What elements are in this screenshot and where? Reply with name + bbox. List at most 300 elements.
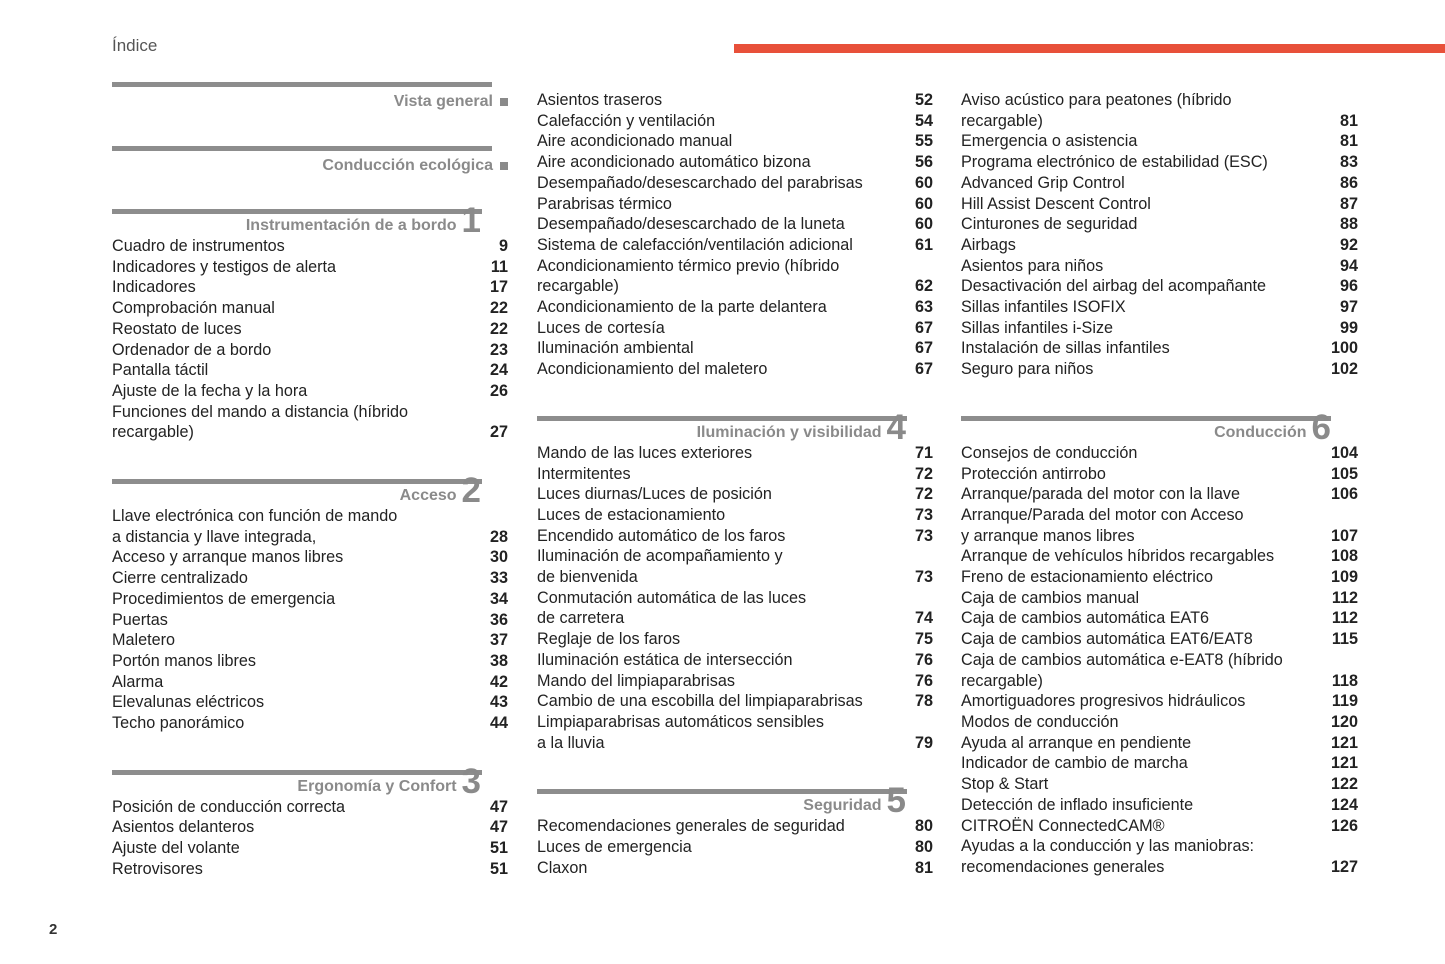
toc-entry-label: recargable) (961, 111, 1043, 130)
toc-entry-page: 44 (489, 714, 508, 733)
toc-entry[interactable] (961, 795, 1358, 816)
toc-entry-label: Desempañado/desescarchado de la luneta (537, 215, 845, 234)
section-number-3: 3 (461, 761, 481, 801)
toc-entry-label: recomendaciones generales (961, 857, 1165, 876)
toc-entry-page: 121 (1330, 733, 1358, 752)
toc-entry-page: 79 (914, 733, 933, 752)
toc-entry-label: Caja de cambios automática e-EAT8 (híbrido (961, 650, 1283, 669)
header-accent-bar (734, 44, 1445, 53)
toc-entry-page: 76 (914, 671, 933, 690)
toc-entry[interactable] (537, 712, 933, 733)
toc-entry[interactable] (112, 610, 508, 631)
toc-entry-label: Elevalunas eléctricos (112, 693, 265, 712)
toc-entry[interactable] (961, 608, 1358, 629)
toc-entry-label: Instalación de sillas infantiles (961, 339, 1170, 358)
toc-entry[interactable] (961, 774, 1358, 795)
toc-entry-page: 28 (489, 527, 508, 546)
toc-entry[interactable] (112, 817, 508, 838)
toc-entry-label: Iluminación de acompañamiento y (537, 547, 783, 566)
toc-entry-page: 88 (1339, 215, 1358, 234)
toc-entry-label: Cuadro de instrumentos (112, 237, 285, 255)
toc-entry[interactable] (961, 214, 1358, 235)
toc-entry-page: 52 (914, 91, 933, 109)
toc-entry[interactable] (961, 546, 1358, 567)
toc-entry[interactable] (537, 837, 933, 858)
section-title-vista-general[interactable]: Vista general (393, 93, 493, 110)
toc-entry-label: Arranque/Parada del motor con Acceso (961, 505, 1244, 524)
page-number: 2 (49, 921, 58, 938)
toc-entry-page: 11 (490, 257, 508, 276)
section-rule (112, 146, 492, 151)
toc-entry-page: 24 (489, 361, 508, 380)
toc-entry-label: Cinturones de seguridad (961, 215, 1138, 234)
toc-entry-label: Puertas (112, 610, 168, 629)
toc-entry[interactable] (537, 443, 933, 464)
toc-entry-label: Acondicionamiento del maletero (537, 360, 768, 379)
toc-entry-label: Funciones del mando a distancia (híbrido (112, 402, 409, 421)
section-vista-general (112, 82, 508, 112)
toc-entry-label: Posición de conducción correcta (112, 797, 346, 816)
toc-entry-label: de carretera (537, 609, 625, 628)
toc-entry[interactable] (961, 671, 1358, 692)
toc-entry-page: 81 (1339, 132, 1358, 151)
toc-entry-page: 104 (1330, 443, 1358, 462)
toc-column-1 (112, 80, 508, 880)
toc-entry-page: 72 (914, 464, 933, 483)
toc-entry-label: Sillas infantiles i-Size (961, 318, 1114, 337)
toc-entry-label: Iluminación ambiental (537, 339, 694, 358)
toc-entry-label: y arranque manos libres (961, 526, 1135, 545)
toc-entry-page: 54 (914, 111, 933, 130)
section-title-6[interactable]: Conducción (1214, 423, 1307, 441)
toc-entry[interactable] (537, 588, 933, 609)
toc-entry-page: 124 (1330, 795, 1358, 814)
toc-entry-page: 75 (914, 630, 933, 649)
toc-entry-label: a la lluvia (537, 733, 605, 752)
toc-list-1 (112, 236, 508, 443)
square-bullet-icon (500, 98, 508, 106)
toc-entry[interactable] (537, 733, 933, 754)
toc-entry[interactable] (537, 235, 933, 256)
toc-entry-label: Freno de estacionamiento eléctrico (961, 568, 1213, 587)
toc-entry[interactable] (961, 588, 1358, 609)
toc-entry-label: Aviso acústico para peatones (híbrido (961, 91, 1232, 109)
toc-entry-page: 87 (1339, 194, 1358, 213)
toc-entry[interactable] (537, 194, 933, 215)
toc-entry[interactable] (961, 194, 1358, 215)
toc-entry-page: 112 (1331, 588, 1358, 607)
toc-entry[interactable] (961, 297, 1358, 318)
toc-entry-page: 81 (914, 858, 933, 877)
toc-entry[interactable] (961, 629, 1358, 650)
toc-entry[interactable] (537, 297, 933, 318)
toc-entry-label: Limpiaparabrisas automáticos sensibles (537, 712, 825, 731)
toc-entry-page: 106 (1330, 485, 1358, 504)
toc-entry-label: Llave electrónica con función de mando (112, 507, 398, 526)
toc-entry-page: 22 (489, 319, 508, 338)
toc-entry[interactable] (537, 546, 933, 567)
section-2 (112, 471, 508, 734)
toc-list-col3-top (961, 90, 1358, 380)
toc-entry[interactable] (961, 836, 1358, 857)
toc-list-2 (112, 506, 508, 734)
toc-entry-label: Ayudas a la conducción y las maniobras: (961, 837, 1255, 856)
toc-entry-label: Programa electrónico de estabilidad (ESC) (961, 153, 1268, 172)
toc-entry-page: 63 (914, 298, 933, 317)
page-header-title: Índice (112, 36, 158, 55)
toc-entry-page: 67 (914, 360, 933, 379)
toc-entry-label: Indicador de cambio de marcha (961, 754, 1188, 773)
toc-entry[interactable] (961, 857, 1358, 878)
toc-entry-page: 72 (914, 485, 933, 504)
toc-entry-label: Alarma (112, 672, 164, 691)
section-title-2[interactable]: Acceso (399, 487, 457, 505)
toc-entry[interactable] (112, 630, 508, 651)
toc-list-col2-top (537, 90, 933, 380)
toc-entry-label: Acondicionamiento de la parte delantera (537, 298, 827, 317)
toc-entry-page: 105 (1330, 464, 1358, 483)
toc-entry-page: 102 (1330, 360, 1358, 379)
toc-entry[interactable] (961, 816, 1358, 837)
toc-entry-label: Luces de estacionamiento (537, 505, 726, 524)
toc-entry-label: Acceso y arranque manos libres (112, 548, 344, 567)
toc-entry[interactable] (112, 402, 508, 423)
toc-entry-label: Intermitentes (537, 464, 631, 483)
toc-entry[interactable] (537, 173, 933, 194)
toc-entry-label: Recomendaciones generales de seguridad (537, 817, 845, 836)
toc-entry[interactable] (961, 256, 1358, 277)
toc-entry[interactable] (961, 235, 1358, 256)
toc-entry[interactable] (537, 608, 933, 629)
toc-entry-label: Portón manos libres (112, 651, 256, 670)
toc-entry-page: 97 (1339, 298, 1358, 317)
toc-entry-page: 9 (498, 237, 508, 255)
toc-entry-label: Arranque de vehículos híbridos recargables (961, 547, 1275, 566)
toc-entry-label: Advanced Grip Control (961, 173, 1125, 192)
toc-entry[interactable] (961, 359, 1358, 380)
toc-entry[interactable] (961, 276, 1358, 297)
toc-entry-label: recargable) (537, 277, 619, 296)
toc-entry[interactable] (112, 298, 508, 319)
toc-entry-page: 30 (489, 548, 508, 567)
toc-entry-label: Mando de las luces exteriores (537, 443, 753, 462)
toc-entry-page: 60 (914, 173, 933, 192)
section-number-6: 6 (1311, 407, 1331, 447)
toc-entry-label: Calefacción y ventilación (537, 111, 716, 130)
section-rule (112, 82, 492, 87)
toc-entry[interactable] (537, 318, 933, 339)
toc-entry[interactable] (537, 671, 933, 692)
toc-entry-label: Acondicionamiento térmico previo (híbrido (537, 256, 840, 275)
toc-entry[interactable] (537, 505, 933, 526)
toc-entry-page: 76 (914, 650, 933, 669)
toc-entry[interactable] (112, 527, 508, 548)
toc-entry-label: Retrovisores (112, 859, 203, 878)
toc-entry[interactable] (112, 277, 508, 298)
toc-entry-page: 127 (1330, 857, 1358, 876)
toc-entry-label: Procedimientos de emergencia (112, 589, 336, 608)
toc-entry-label: Luces diurnas/Luces de posición (537, 485, 772, 504)
toc-entry-label: Airbags (961, 235, 1016, 254)
toc-entry[interactable] (112, 651, 508, 672)
toc-list-3 (112, 797, 508, 880)
toc-entry-label: Cierre centralizado (112, 569, 248, 588)
toc-entry-label: Pantalla táctil (112, 361, 209, 380)
toc-entry-label: Ayuda al arranque en pendiente (961, 733, 1192, 752)
section-title-1[interactable]: Instrumentación de a bordo (245, 217, 457, 234)
toc-entry-page: 108 (1330, 547, 1358, 566)
toc-entry[interactable] (961, 338, 1358, 359)
toc-entry[interactable] (112, 589, 508, 610)
toc-column-3 (961, 90, 1358, 878)
toc-entry-label: Desactivación del airbag del acompañante (961, 277, 1267, 296)
toc-entry-page: 121 (1330, 754, 1358, 773)
toc-entry-page: 51 (489, 859, 508, 878)
toc-entry-page: 99 (1339, 318, 1358, 337)
toc-entry-label: Asientos delanteros (112, 818, 255, 837)
toc-entry[interactable] (537, 858, 933, 879)
toc-entry-page: 23 (489, 340, 508, 359)
toc-entry-label: Mando del limpiaparabrisas (537, 671, 735, 690)
section-3 (112, 761, 508, 880)
toc-entry-page: 81 (1339, 111, 1358, 130)
toc-entry[interactable] (537, 816, 933, 837)
toc-entry[interactable] (112, 692, 508, 713)
toc-entry[interactable] (961, 484, 1358, 505)
toc-entry-page: 126 (1330, 816, 1358, 835)
toc-entry[interactable] (961, 505, 1358, 526)
toc-entry-label: Ajuste de la fecha y la hora (112, 381, 308, 400)
section-5 (537, 781, 933, 878)
toc-entry-page: 22 (489, 299, 508, 318)
section-conduccion-ecologica (112, 146, 508, 176)
toc-entry-label: Maletero (112, 631, 175, 650)
toc-entry[interactable] (961, 712, 1358, 733)
toc-entry-page: 92 (1339, 235, 1358, 254)
toc-entry-label: Asientos traseros (537, 91, 663, 109)
toc-entry-page: 60 (914, 194, 933, 213)
toc-entry-label: Desempañado/desescarchado del parabrisas (537, 173, 863, 192)
toc-list-5 (537, 816, 933, 878)
toc-entry[interactable] (112, 568, 508, 589)
toc-entry[interactable] (961, 733, 1358, 754)
toc-entry[interactable] (961, 111, 1358, 132)
toc-entry[interactable] (112, 797, 508, 818)
toc-entry-label: Aire acondicionado automático bizona (537, 153, 811, 172)
toc-entry-label: recargable) (961, 671, 1043, 690)
toc-entry[interactable] (961, 131, 1358, 152)
toc-entry[interactable] (961, 753, 1358, 774)
toc-entry[interactable] (961, 443, 1358, 464)
toc-entry[interactable] (112, 340, 508, 361)
toc-entry-label: Indicadores y testigos de alerta (112, 257, 337, 276)
section-title-conduccion-ecologica[interactable]: Conducción ecológica (322, 157, 493, 174)
toc-entry-page: 61 (914, 235, 933, 254)
toc-entry[interactable] (537, 111, 933, 132)
toc-entry[interactable] (112, 547, 508, 568)
toc-entry-label: Cambio de una escobilla del limpiaparabrisas (537, 692, 863, 711)
toc-entry[interactable] (537, 464, 933, 485)
toc-entry[interactable] (537, 691, 933, 712)
toc-entry-page: 47 (489, 797, 508, 816)
toc-entry[interactable] (961, 526, 1358, 547)
toc-entry-label: Claxon (537, 858, 588, 877)
toc-entry[interactable] (961, 152, 1358, 173)
toc-entry-page: 47 (489, 818, 508, 837)
toc-entry-label: Parabrisas térmico (537, 194, 672, 213)
toc-entry[interactable] (961, 650, 1358, 671)
toc-entry-label: CITROËN ConnectedCAM® (961, 816, 1165, 835)
toc-entry[interactable] (961, 90, 1358, 111)
toc-entry-label: a distancia y llave integrada, (112, 527, 317, 546)
toc-entry-page: 38 (489, 651, 508, 670)
toc-entry-page: 60 (914, 215, 933, 234)
toc-entry-label: Iluminación estática de intersección (537, 650, 793, 669)
toc-entry-page: 73 (914, 526, 933, 545)
toc-entry-label: Luces de cortesía (537, 318, 665, 337)
toc-entry-page: 37 (489, 631, 508, 650)
toc-entry-label: Emergencia o asistencia (961, 132, 1138, 151)
section-number-2: 2 (461, 471, 481, 511)
toc-entry-label: Seguro para niños (961, 360, 1094, 379)
section-6 (961, 407, 1358, 878)
toc-entry[interactable] (961, 567, 1358, 588)
toc-entry-page: 67 (914, 339, 933, 358)
toc-entry-page: 120 (1330, 712, 1358, 731)
toc-entry-page: 62 (914, 277, 933, 296)
toc-entry[interactable] (112, 422, 508, 443)
toc-entry-page: 51 (489, 839, 508, 858)
toc-entry[interactable] (112, 257, 508, 278)
toc-entry-label: Protección antirrobo (961, 464, 1106, 483)
toc-entry-label: Reostato de luces (112, 319, 242, 338)
toc-entry[interactable] (537, 629, 933, 650)
section-number-5: 5 (886, 781, 906, 821)
toc-entry-page: 94 (1339, 256, 1358, 275)
toc-entry[interactable] (961, 318, 1358, 339)
toc-entry-page: 17 (489, 278, 508, 297)
toc-entry-page: 78 (914, 692, 933, 711)
toc-entry[interactable] (537, 90, 933, 111)
toc-list-6 (961, 443, 1358, 878)
toc-entry[interactable] (112, 713, 508, 734)
toc-entry-page: 96 (1339, 277, 1358, 296)
toc-entry-label: Techo panorámico (112, 714, 245, 733)
toc-entry-label: Amortiguadores progresivos hidráulicos (961, 692, 1246, 711)
toc-entry-page: 86 (1339, 173, 1358, 192)
toc-entry[interactable] (537, 650, 933, 671)
toc-entry[interactable] (961, 691, 1358, 712)
toc-entry-label: Sillas infantiles ISOFIX (961, 298, 1126, 317)
toc-entry-page: 112 (1331, 609, 1358, 628)
toc-entry-page: 109 (1330, 568, 1358, 587)
section-title-3[interactable]: Ergonomía y Confort (297, 777, 457, 795)
toc-entry[interactable] (961, 464, 1358, 485)
toc-entry-page: 42 (489, 672, 508, 691)
toc-entry-label: de bienvenida (537, 568, 638, 587)
toc-entry[interactable] (112, 506, 508, 527)
toc-entry[interactable] (961, 173, 1358, 194)
section-4 (537, 407, 933, 754)
toc-entry-page: 34 (489, 589, 508, 608)
toc-entry-label: Asientos para niños (961, 256, 1104, 275)
toc-entry-label: Conmutación automática de las luces (537, 588, 807, 607)
toc-entry-label: Caja de cambios manual (961, 588, 1140, 607)
toc-entry[interactable] (112, 381, 508, 402)
toc-entry[interactable] (537, 484, 933, 505)
toc-entry-page: 107 (1330, 526, 1358, 545)
toc-entry-page: 27 (489, 423, 508, 442)
toc-entry-label: Sistema de calefacción/ventilación adicional (537, 235, 853, 254)
toc-entry-label: Consejos de conducción (961, 443, 1138, 462)
section-1 (112, 201, 508, 443)
section-number-4: 4 (886, 407, 906, 447)
toc-entry[interactable] (112, 838, 508, 859)
toc-entry-label: Comprobación manual (112, 299, 275, 318)
toc-entry-label: Hill Assist Descent Control (961, 194, 1151, 213)
toc-entry[interactable] (112, 319, 508, 340)
toc-entry[interactable] (537, 214, 933, 235)
toc-entry[interactable] (537, 276, 933, 297)
toc-entry-page: 119 (1331, 692, 1358, 711)
toc-entry-page: 80 (914, 838, 933, 857)
toc-entry-label: Caja de cambios automática EAT6 (961, 609, 1210, 628)
toc-entry-page: 55 (914, 132, 933, 151)
toc-list-4 (537, 443, 933, 754)
toc-entry-page: 43 (489, 693, 508, 712)
toc-entry-label: Caja de cambios automática EAT6/EAT8 (961, 630, 1253, 649)
toc-entry[interactable] (537, 256, 933, 277)
toc-entry[interactable] (537, 567, 933, 588)
toc-entry[interactable] (537, 152, 933, 173)
section-number-1: 1 (461, 201, 481, 240)
toc-entry-page: 122 (1330, 775, 1358, 794)
section-title-5[interactable]: Seguridad (803, 797, 882, 815)
toc-entry-label: Stop & Start (961, 775, 1049, 794)
toc-entry-label: Arranque/parada del motor con la llave (961, 485, 1240, 504)
toc-entry-page: 80 (914, 817, 933, 836)
toc-entry-page: 100 (1330, 339, 1358, 358)
toc-entry-label: Luces de emergencia (537, 838, 692, 857)
toc-entry[interactable] (537, 131, 933, 152)
toc-entry[interactable] (112, 859, 508, 880)
toc-entry[interactable] (537, 338, 933, 359)
toc-entry[interactable] (537, 359, 933, 380)
toc-entry-page: 67 (914, 318, 933, 337)
toc-entry-page: 74 (914, 609, 933, 628)
toc-entry-label: recargable) (112, 423, 194, 442)
toc-entry[interactable] (112, 360, 508, 381)
toc-entry-page: 56 (914, 153, 933, 172)
toc-entry-page: 115 (1331, 630, 1358, 649)
toc-entry-label: Ordenador de a bordo (112, 340, 272, 359)
toc-entry[interactable] (537, 526, 933, 547)
toc-entry-label: Modos de conducción (961, 712, 1119, 731)
toc-entry-page: 118 (1331, 671, 1358, 690)
toc-entry-label: Ajuste del volante (112, 839, 240, 858)
section-title-4[interactable]: Iluminación y visibilidad (696, 423, 882, 441)
toc-entry-label: Aire acondicionado manual (537, 132, 733, 151)
toc-entry-page: 26 (489, 381, 508, 400)
toc-entry-label: Detección de inflado insuficiente (961, 795, 1194, 814)
toc-entry-label: Reglaje de los faros (537, 630, 681, 649)
toc-entry-page: 73 (914, 568, 933, 587)
toc-entry[interactable] (112, 236, 508, 257)
toc-entry-label: Encendido automático de los faros (537, 526, 786, 545)
toc-entry[interactable] (112, 672, 508, 693)
toc-entry-page: 83 (1339, 153, 1358, 172)
square-bullet-icon (500, 162, 508, 170)
